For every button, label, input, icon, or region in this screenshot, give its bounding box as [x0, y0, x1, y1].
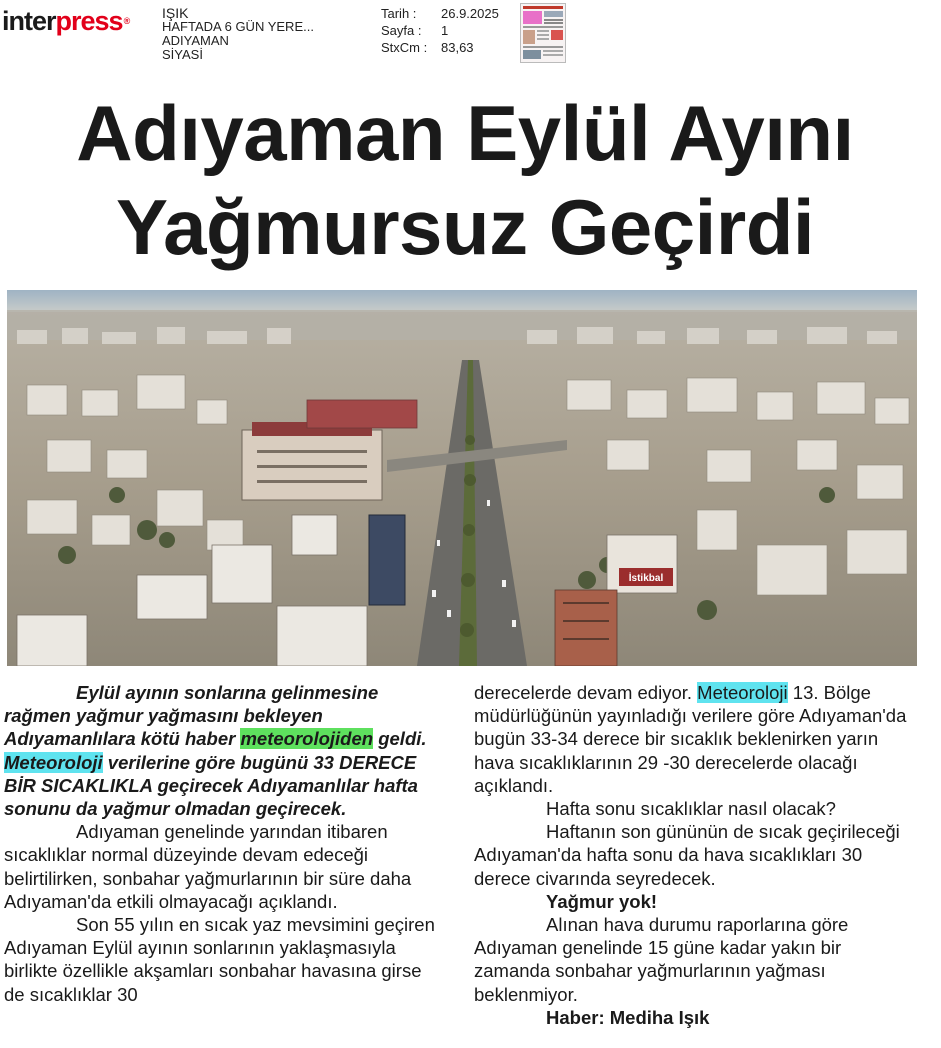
headline-line-2: Yağmursuz Geçirdi [115, 183, 815, 271]
interpress-logo [2, 6, 129, 36]
aerial-city-photo [7, 290, 917, 666]
headline-line-1: Adıyaman Eylül Ayını [76, 89, 854, 177]
para3-highlight-meteoroloji: Meteoroloji [697, 682, 788, 703]
meta-date-value: 26.9.2025 [441, 6, 499, 21]
meta-size-label: StxCm : [381, 40, 428, 55]
paragraph-3 [474, 681, 914, 797]
publication-name: IŞIK [162, 5, 189, 21]
publication-info [162, 6, 314, 62]
lead-text-a: Eylül ayının sonlarına gelinmesine rağmen yağmur yağmasını bekleyen Adıyamanlılara kötü haber [4, 682, 379, 750]
meta-page-label: Sayfa : [381, 23, 422, 38]
page-thumbnail[interactable] [520, 3, 566, 63]
para3-text-b: 13. Bölge müdürlüğünün yayınladığı verilere göre Adıyaman'da bugün 33-34 derece bir sıcaklık beklenirken yarın hava sıcaklıklarının 29 -30 derecelerde olacağı açıklandı. [474, 682, 907, 796]
lead-text-c: verilerine göre bugünü 33 DERECE BİR SICAKLIKLA geçirecek Adıyamanlılar hafta sonunu da yağmur olmadan geçirecek. [4, 751, 418, 820]
meta-date-label: Tarih : [381, 6, 417, 21]
logo-part2: press [55, 6, 123, 36]
publication-category: SİYASİ [162, 47, 203, 62]
lead-highlight-meteorolojiden: meteorolojiden [240, 728, 374, 750]
article-column-right [474, 681, 914, 1029]
logo-part1: inter [2, 6, 56, 36]
registered-mark: ® [123, 16, 130, 26]
paragraph-4: Haftanın son gününün de sıcak geçirileceği Adıyaman'da hafta sonu da hava sıcaklıkları 30 derece civarında seyredecek. [474, 821, 900, 889]
lead-highlight-meteoroloji: Meteoroloji [4, 751, 103, 773]
paragraph-1: Adıyaman genelinde yarından itibaren sıcaklıklar normal düzeyinde devam edeceği belirtilirken, sonbahar yağmurlarının bir süre daha Adıyaman'da etkili olmayacağı açıklandı. [4, 821, 412, 912]
subheading: Yağmur yok! [546, 890, 658, 912]
byline: Haber: Mediha Işık [546, 1006, 710, 1028]
publication-city: ADIYAMAN [162, 33, 229, 48]
question-line: Hafta sonu sıcaklıklar nasıl olacak? [546, 798, 836, 820]
article-column-left [4, 681, 444, 1006]
store-sign: İstikbal [628, 573, 664, 584]
publication-frequency: HAFTADA 6 GÜN YERE... [162, 19, 314, 34]
meta-size-value: 83,63 [441, 40, 474, 55]
paragraph-2: Son 55 yılın en sıcak yaz mevsimini geçiren Adıyaman Eylül ayının sonlarının yaklaşmasıyla birlikte özellikle akşamları sonbahar havasına girse de sıcaklıklar 30 [4, 914, 435, 1005]
para3-text-a: derecelerde devam ediyor. [474, 682, 698, 703]
article-lead [4, 681, 444, 820]
article-headline [0, 86, 930, 274]
meta-size [381, 39, 499, 56]
meta-date [381, 5, 499, 22]
meta-page [381, 22, 499, 39]
paragraph-5: Alınan hava durumu raporlarına göre Adıyaman genelinde 15 güne kadar yakın bir zamanda sonbahar yağmurlarının yağması beklenmiyor. [474, 914, 849, 1005]
lead-text-b: geldi. [373, 728, 427, 750]
clip-metadata [381, 5, 499, 56]
meta-page-value: 1 [441, 23, 449, 38]
